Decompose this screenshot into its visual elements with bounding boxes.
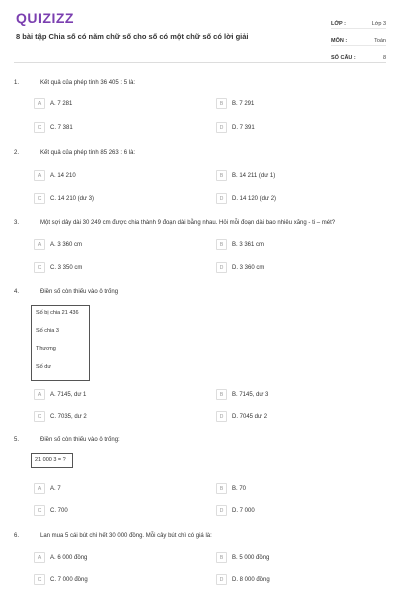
option-text: C. 3 350 cm xyxy=(50,264,83,271)
question-number: 4. xyxy=(14,289,20,295)
question-number: 1. xyxy=(14,80,20,86)
option-text: D. 3 360 cm xyxy=(232,264,265,271)
option-letter-badge: C xyxy=(34,122,45,133)
meta-value: 8 xyxy=(382,55,386,61)
question-1 xyxy=(14,80,390,86)
option-letter-badge: B xyxy=(216,239,227,250)
option-text: B. 7145, dư 3 xyxy=(232,391,269,398)
question-3 xyxy=(14,220,390,226)
question-text: Một sợi dây dài 30 249 cm được chia thành 9 đoạn dài bằng nhau. Hỏi mỗi đoạn dài bao nhiêu xăng - ti – mét? xyxy=(40,220,336,226)
option-b[interactable] xyxy=(216,98,254,109)
question-text: Điền số còn thiếu vào ô trống: xyxy=(40,437,120,443)
option-letter-badge: B xyxy=(216,552,227,563)
option-d[interactable] xyxy=(216,505,255,516)
option-d[interactable] xyxy=(216,262,264,273)
meta-key: MÔN : xyxy=(331,38,348,44)
option-letter-badge: B xyxy=(216,483,227,494)
option-text: C. 14 210 (dư 3) xyxy=(50,195,95,202)
option-letter-badge: A xyxy=(34,239,45,250)
question-number: 2. xyxy=(14,150,20,156)
option-a[interactable] xyxy=(34,170,76,181)
question-6 xyxy=(14,533,390,539)
option-text: C. 7 381 xyxy=(50,124,73,131)
option-letter-badge: D xyxy=(216,262,227,273)
worksheet-title: 8 bài tập Chia số có năm chữ số cho số có một chữ số có lời giải xyxy=(16,32,249,41)
question-4 xyxy=(14,289,390,295)
option-b[interactable] xyxy=(216,552,269,563)
question-5 xyxy=(14,437,390,443)
option-d[interactable] xyxy=(216,574,270,585)
option-text: A. 7145, dư 1 xyxy=(50,391,87,398)
header-divider xyxy=(14,62,386,63)
meta-key: SỐ CÂU : xyxy=(331,55,356,61)
option-text: A. 14 210 xyxy=(50,172,76,179)
option-a[interactable] xyxy=(34,552,87,563)
quizizz-logo: QUIZIZZ xyxy=(16,10,74,26)
option-text: D. 7 391 xyxy=(232,124,255,131)
option-c[interactable] xyxy=(34,505,68,516)
option-letter-badge: C xyxy=(34,574,45,585)
option-letter-badge: A xyxy=(34,170,45,181)
question-number: 6. xyxy=(14,533,20,539)
option-letter-badge: C xyxy=(34,411,45,422)
option-text: C. 7 000 đồng xyxy=(50,576,88,583)
option-text: A. 7 281 xyxy=(50,100,73,107)
option-c[interactable] xyxy=(34,411,87,422)
question-text: Lan mua 5 cái bút chì hết 30 000 đồng. Mỗi cây bút chì có giá là: xyxy=(40,533,212,539)
box-line: Số dư xyxy=(36,364,51,370)
option-text: D. 7045 dư 2 xyxy=(232,413,268,420)
question-number: 3. xyxy=(14,220,20,226)
option-letter-badge: B xyxy=(216,389,227,400)
option-d[interactable] xyxy=(216,411,267,422)
option-text: B. 5 000 đồng xyxy=(232,554,270,561)
option-text: B. 70 xyxy=(232,485,247,492)
option-text: A. 6 000 đồng xyxy=(50,554,88,561)
option-a[interactable] xyxy=(34,389,86,400)
option-text: A. 3 360 cm xyxy=(50,241,83,248)
option-letter-badge: C xyxy=(34,193,45,204)
option-d[interactable] xyxy=(216,122,255,133)
option-letter-badge: C xyxy=(34,262,45,273)
option-letter-badge: B xyxy=(216,170,227,181)
box-line: 21 000 3 = ? xyxy=(35,457,66,463)
question-text: Điền số còn thiếu vào ô trống xyxy=(40,289,119,295)
meta-row-grade xyxy=(331,14,386,29)
meta-key: LỚP : xyxy=(331,21,346,27)
option-text: A. 7 xyxy=(50,485,61,492)
option-text: D. 7 000 xyxy=(232,507,255,514)
question-text: Kết quả của phép tính 36 405 : 5 là: xyxy=(40,80,136,86)
box-line: Số bị chia 21 436 xyxy=(36,310,79,316)
question-number: 5. xyxy=(14,437,20,443)
option-a[interactable] xyxy=(34,483,61,494)
meta-row-question-count xyxy=(331,48,386,63)
option-letter-badge: A xyxy=(34,389,45,400)
option-a[interactable] xyxy=(34,98,72,109)
option-letter-badge: C xyxy=(34,505,45,516)
option-text: C. 7035, dư 2 xyxy=(50,413,87,420)
option-text: D. 14 120 (dư 2) xyxy=(232,195,277,202)
option-b[interactable] xyxy=(216,483,246,494)
option-text: B. 14 211 (dư 1) xyxy=(232,172,276,179)
box-line: Số chia 3 xyxy=(36,328,59,334)
option-letter-badge: A xyxy=(34,483,45,494)
option-c[interactable] xyxy=(34,193,94,204)
worksheet-meta xyxy=(331,14,386,65)
meta-value: Toán xyxy=(374,38,386,44)
option-letter-badge: D xyxy=(216,574,227,585)
option-b[interactable] xyxy=(216,170,275,181)
option-c[interactable] xyxy=(34,262,82,273)
question-text: Kết quả của phép tính 85 263 : 6 là: xyxy=(40,150,136,156)
box-line: Thương xyxy=(36,346,56,352)
option-text: B. 7 291 xyxy=(232,100,255,107)
option-letter-badge: D xyxy=(216,193,227,204)
option-letter-badge: A xyxy=(34,98,45,109)
option-c[interactable] xyxy=(34,122,73,133)
option-b[interactable] xyxy=(216,389,268,400)
option-text: D. 8 000 đồng xyxy=(232,576,270,583)
division-table-box xyxy=(31,305,90,381)
option-letter-badge: B xyxy=(216,98,227,109)
option-text: C. 700 xyxy=(50,507,68,514)
option-d[interactable] xyxy=(216,193,276,204)
option-letter-badge: D xyxy=(216,411,227,422)
option-a[interactable] xyxy=(34,239,82,250)
meta-value: Lớp 3 xyxy=(371,21,386,27)
option-c[interactable] xyxy=(34,574,88,585)
option-letter-badge: D xyxy=(216,505,227,516)
option-b[interactable] xyxy=(216,239,264,250)
meta-row-subject xyxy=(331,31,386,46)
option-letter-badge: D xyxy=(216,122,227,133)
equation-box xyxy=(31,453,73,468)
question-2 xyxy=(14,150,390,156)
option-text: B. 3 361 cm xyxy=(232,241,265,248)
option-letter-badge: A xyxy=(34,552,45,563)
